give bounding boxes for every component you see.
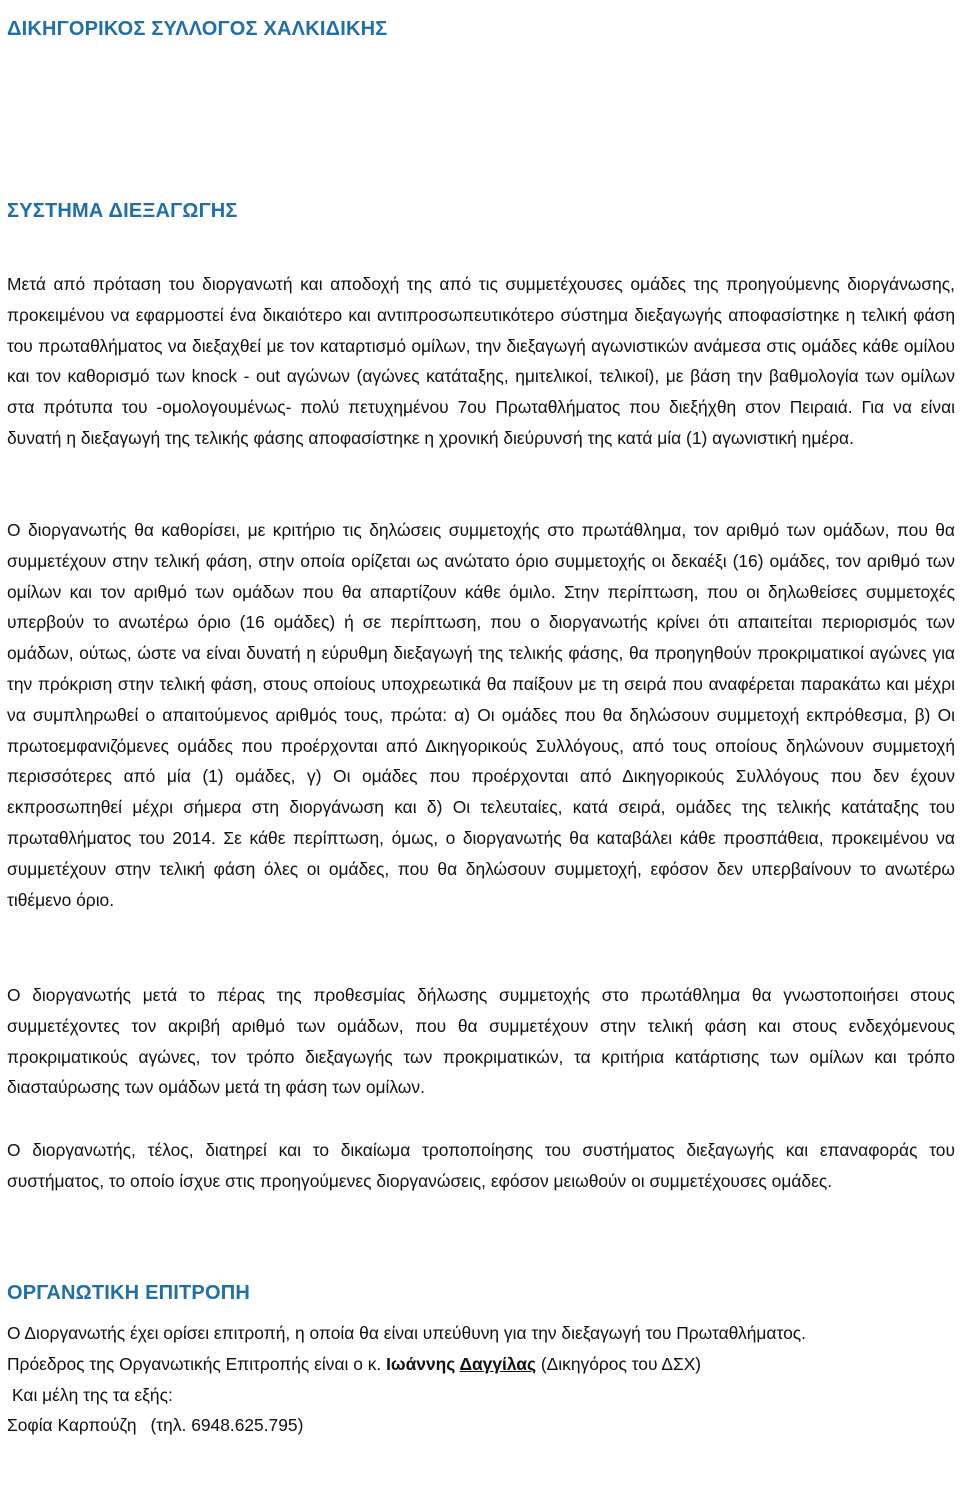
members-intro: Και μέλη της τα εξής: — [12, 1384, 173, 1405]
president-first-name: Ιωάννης — [386, 1353, 460, 1374]
member-phone: (τηλ. 6948.625.795) — [150, 1415, 304, 1436]
president-last-name: Δαγγίλας — [459, 1353, 537, 1374]
system-paragraph-1: Μετά από πρόταση του διοργανωτή και αποδοχή της από τις συμμετέχουσες ομάδες της προηγούμενης διοργάνωσης, προκειμένου να εφαρμοστεί ένα δικαιότερο και αντιπροσωπευτικότερο σύστημα διεξαγωγής αποφασίστηκε η τελική φάση του πρωταθλήματος να διεξαχθεί με τον καταρτισμό ομίλων, την διεξαγωγή αγωνιστικών ανάμεσα στις ομάδες κάθε ομίλου και τον καθορισμό των knock - out αγώνων (αγώνες κατάταξης, ημιτελικοί, τελικοί), με βάση την βαθμολογία των ομίλων στα πρότυπα του -ομολογουμένως- πολύ πετυχημένου 7ου Πρωταθλήματος που διεξήχθη στον Πειραιά. Για να είναι δυνατή η διεξαγωγή της τελικής φάσης αποφασίστηκε η χρονική διεύρυνσή της κατά μία (1) αγωνιστική ημέρα. — [7, 274, 955, 448]
system-paragraph-4: Ο διοργανωτής, τέλος, διατηρεί και το δικαίωμα τροποποίησης του συστήματος διεξαγωγής και επαναφοράς του συστήματος, το οποίο ίσχυε στις προηγούμενες διοργανώσεις, εφόσον μειωθούν οι συμμετέχουσες ομάδες. — [7, 1140, 955, 1191]
member-line — [7, 1410, 955, 1441]
system-paragraph-3: Ο διοργανωτής μετά το πέρας της προθεσμίας δήλωσης συμμετοχής στο πρωτάθλημα θα γνωστοποιήσει στους συμμετέχοντες τον ακριβή αριθμό των ομάδων, που θα συμμετέχουν στην τελική φάση και στους ενδεχόμενους προκριματικούς αγώνες, τον τρόπο διεξαγωγής των προκριματικών, τα κριτήρια κατάρτισης των ομίλων και τρόπο διασταύρωσης των ομάδων μετά τη φάση των ομίλων. — [7, 985, 955, 1098]
committee-section-title: ΟΡΓΑΝΩΤΙΚΗ ΕΠΙΤΡΟΠΗ — [7, 1282, 251, 1304]
committee-intro: Ο Διοργανωτής έχει ορίσει επιτροπή, η οποία θα είναι υπεύθυνη για την διεξαγωγή του Πρωταθλήματος. — [7, 1323, 806, 1343]
system-section-title: ΣΥΣΤΗΜΑ ΔΙΕΞΑΓΩΓΗΣ — [7, 200, 238, 222]
system-paragraph-2: Ο διοργανωτής θα καθορίσει, με κριτήριο τις δηλώσεις συμμετοχής στο πρωτάθλημα, τον αριθμό των ομάδων, που θα συμμετέχουν στην τελική φάση, στην οποία ορίζεται ως ανώτατο όριο συμμετοχής οι δεκαέξι (16) ομάδες, τον αριθμό των ομίλων και τον αριθμό των ομάδων που θα απαρτίζουν κάθε όμιλο. Στην περίπτωση, που οι δηλωθείσες συμμετοχές υπερβούν το ανωτέρω όριο (16 ομάδες) ή σε περίπτωση, που ο διοργανωτής κρίνει ότι απαιτείται περιορισμός των ομάδων, ούτως, ώστε να είναι δυνατή η εύρυθμη διεξαγωγή της τελικής φάσης, θα προηγηθούν προκριματικοί αγώνες για την πρόκριση στην τελική φάση, στους οποίους υποχρεωτικά θα παίξουν με τη σειρά που αναφέρεται παρακάτω και μέχρι να συμπληρωθεί ο απαιτούμενος αριθμός τους, πρώτα: α) Οι ομάδες που θα δηλώσουν συμμετοχή εκπρόθεσμα, β) Οι πρωτοεμφανιζόμενες ομάδες που προέρχονται από Δικηγορικούς Συλλόγους, από τους οποίους δηλώνουν συμμετοχή περισσότερες από μία (1) ομάδες, γ) Οι ομάδες που προέρχονται από Δικηγορικούς Συλλόγους που δεν έχουν εκπροσωπηθεί μέχρι σήμερα στη διοργάνωση και δ) Οι τελευταίες, κατά σειρά, ομάδες της τελικής κατάταξης του πρωταθλήματος του 2014. Σε κάθε περίπτωση, όμως, ο διοργανωτής θα καταβάλει κάθε προσπάθεια, προκειμένου να συμμετέχουν στην τελική φάση όλες οι ομάδες, που θα δηλώσουν συμμετοχή, εφόσον δεν υπερβαίνουν το ανωτέρω τιθέμενο όριο. — [7, 520, 955, 910]
president-suffix: (Δικηγόρος του ΔΣΧ) — [536, 1353, 702, 1374]
committee-details — [7, 1318, 955, 1441]
committee-president-line — [7, 1349, 955, 1380]
organization-title: ΔΙΚΗΓΟΡΙΚΟΣ ΣΥΛΛΟΓΟΣ ΧΑΛΚΙΔΙΚΗΣ — [7, 18, 388, 40]
member-name: Σοφία Καρπούζη — [7, 1415, 137, 1436]
president-prefix: Πρόεδρος της Οργανωτικής Επιτροπής είναι ο κ. — [7, 1353, 387, 1374]
